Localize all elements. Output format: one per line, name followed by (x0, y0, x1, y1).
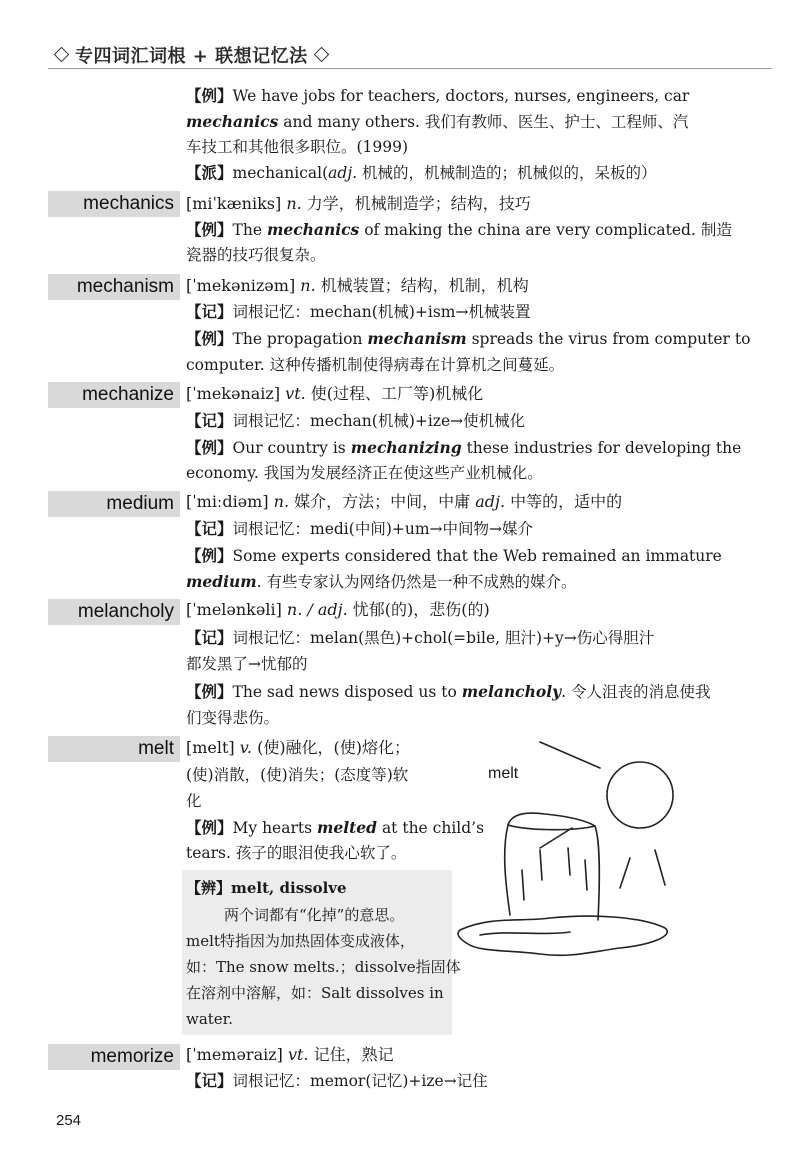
memory-line (186, 410, 525, 432)
example-line (186, 842, 406, 864)
keyword: medium (186, 572, 257, 591)
definition: 力学，机械制造学；结构，技巧 (301, 194, 531, 213)
distinction-text: water. (186, 1010, 233, 1028)
memory-tag: 【记】 (186, 1071, 233, 1090)
entry-headword-bar (48, 599, 180, 625)
ice-drip (522, 870, 524, 900)
example-text: at the child’s (377, 819, 485, 837)
headword: mechanize (82, 384, 174, 405)
entry-headword-bar (48, 274, 180, 300)
derivative-text: 机械的，机械制造的；机械似的，呆板的） (357, 164, 657, 182)
distinction-tag: 【辨】 (186, 879, 232, 897)
running-header (48, 38, 772, 69)
keyword: mechanics (266, 220, 360, 239)
example-line (186, 571, 577, 593)
definition: 记住，熟记 (308, 1045, 394, 1064)
header-title: 专四词汇词根 + 联想记忆法 (75, 46, 308, 67)
example-line (186, 85, 689, 107)
headword: melt (138, 738, 174, 759)
pos-label: adj. (475, 492, 506, 511)
memory-tag: 【记】 (186, 628, 233, 647)
sun-ray (655, 850, 665, 885)
pos-label: adj. (328, 164, 358, 182)
example-line (186, 328, 750, 350)
derivative-text: mechanical( (232, 164, 329, 182)
headword: melancholy (77, 601, 174, 622)
example-line (186, 219, 732, 241)
example-line (186, 136, 408, 158)
distinction-heading (186, 877, 347, 899)
memory-line (186, 653, 308, 675)
puddle-ripple (480, 932, 570, 935)
definition: (使)消散，(使)消失；(态度等)软 (186, 766, 409, 784)
definition-line (186, 737, 410, 759)
example-line (186, 354, 564, 376)
memory-text: 词根记忆：memor(记忆)+ize→记住 (232, 1072, 488, 1090)
definition: 忧郁(的)，悲伤(的) (347, 600, 490, 619)
phonetic: [melt] (186, 738, 235, 757)
phonetic: [ˈmiːdiəm] (186, 492, 269, 511)
example-tag: 【例】 (186, 818, 233, 837)
example-text: 车技工和其他很多职位。(1999) (186, 138, 409, 156)
memory-text: 都发黑了→忧郁的 (186, 655, 308, 673)
definition-line (186, 275, 529, 297)
sun-ray (620, 858, 630, 888)
headword: medium (106, 493, 174, 514)
definition: 机械装置；结构，机制，机构 (315, 276, 529, 295)
headword: mechanics (83, 193, 174, 214)
example-text: The sad news disposed us to (232, 683, 462, 701)
keyword: mechanics (186, 112, 279, 131)
distinction-text: melt特指因为加热固体变成液体， (186, 932, 415, 950)
definition-line (186, 1044, 394, 1066)
example-text: and many others. 我们有教师、医生、护士、工程师、汽 (278, 113, 689, 131)
example-text: . 有些专家认为网络仍然是一种不成熟的媒介。 (256, 573, 577, 591)
example-text: tears. 孩子的眼泪使我心软了。 (186, 844, 407, 862)
memory-text: 词根记忆：melan(黑色)+chol(=bile, 胆汁)+y→伤心得胆汁 (232, 629, 655, 647)
example-tag: 【例】 (186, 220, 233, 239)
example-text: . 令人沮丧的消息使我 (561, 683, 711, 701)
pos-label: n. (281, 194, 302, 213)
memory-tag: 【记】 (186, 411, 233, 430)
definition-line (186, 764, 408, 786)
example-line (186, 817, 484, 839)
pos-label: vt. (280, 384, 306, 403)
definition-line (186, 383, 483, 405)
example-tag: 【例】 (186, 438, 233, 457)
example-tag: 【例】 (186, 682, 233, 701)
example-line (186, 244, 326, 266)
distinction-text: 两个词都有“化掉”的意思。 (224, 906, 405, 924)
entry-headword-bar (48, 382, 180, 408)
entry-headword-bar (48, 191, 180, 217)
phonetic: [ˈmekənaiz] (186, 384, 281, 403)
example-tag: 【例】 (186, 86, 233, 105)
example-text: My hearts (232, 819, 317, 837)
phonetic: [ˈmeməraiz] (186, 1045, 283, 1064)
memory-tag: 【记】 (186, 302, 233, 321)
example-line (186, 462, 543, 484)
memory-line (186, 301, 530, 323)
example-line (186, 111, 688, 133)
keyword: mechanism (367, 329, 467, 348)
distinction-words: melt, dissolve (231, 879, 347, 897)
definition-line (186, 790, 202, 812)
diamond-icon (54, 47, 70, 63)
keyword: melancholy (461, 682, 562, 701)
keyword: melted (317, 818, 378, 837)
headword: memorize (90, 1046, 174, 1067)
definition-line (186, 491, 622, 513)
entry-headword-bar (48, 736, 180, 762)
phonetic: [ˈmelənkəli] (186, 600, 282, 619)
example-text: of making the china are very complicated. 制造 (359, 221, 732, 239)
derivative-tag: 【派】 (186, 163, 233, 182)
pos-label: n. (295, 276, 316, 295)
memory-line (186, 518, 533, 540)
sun-icon (607, 762, 673, 828)
ice-drip (585, 860, 587, 890)
distinction-text: 在溶剂中溶解，如：Salt dissolves in (186, 984, 444, 1002)
memory-tag: 【记】 (186, 519, 233, 538)
definition-line (186, 193, 531, 215)
entry-headword-bar (48, 1044, 180, 1070)
illustration-label: melt (488, 765, 519, 782)
example-text: Some experts considered that the Web remained an immature (232, 547, 722, 565)
pos-label: vt. (282, 1045, 309, 1064)
example-text: 瓷器的技巧很复杂。 (186, 246, 326, 264)
example-text: computer. 这种传播机制使得病毒在计算机之间蔓延。 (186, 356, 565, 374)
entry-headword-bar (48, 491, 180, 517)
keyword: mechanizing (350, 438, 462, 457)
example-text: We have jobs for teachers, doctors, nurses, engineers, car (232, 87, 690, 105)
distinction-text: 如：The snow melts.；dissolve指固体 (186, 958, 461, 976)
example-text: economy. 我国为发展经济正在使这些产业机械化。 (186, 464, 543, 482)
page-number: 254 (56, 1112, 82, 1129)
memory-line (186, 627, 654, 649)
pos-label: v. (234, 738, 252, 757)
headword: mechanism (76, 276, 174, 297)
example-text: The (232, 221, 267, 239)
example-tag: 【例】 (186, 329, 233, 348)
derivative-line (186, 162, 657, 184)
melting-ice-sun-illustration (450, 730, 690, 975)
example-text: The propagation (232, 330, 368, 348)
ice-top-edge (508, 825, 595, 830)
memory-text: 词根记忆：mechan(机械)+ism→机械装置 (232, 303, 531, 321)
definition: 使(过程、工厂等)机械化 (305, 384, 484, 403)
example-text: 们变得悲伤。 (186, 709, 280, 727)
example-text: these industries for developing the (461, 439, 742, 457)
example-line (186, 437, 741, 459)
sun-ray (540, 742, 600, 768)
header-title-wrap (48, 42, 335, 68)
example-text: Our country is (232, 439, 351, 457)
memory-text: 词根记忆：medi(中间)+um→中间物→媒介 (232, 520, 534, 538)
definition-line (186, 599, 490, 621)
phonetic: [ˈmekənizəm] (186, 276, 296, 295)
example-line (186, 545, 722, 567)
example-text: spreads the virus from computer to (466, 330, 751, 348)
memory-text: 词根记忆：mechan(机械)+ize→使机械化 (232, 412, 526, 430)
example-line (186, 681, 710, 703)
pos-label: n. (268, 492, 290, 511)
definition: 化 (186, 792, 202, 810)
pos-label: n. / adj. (281, 600, 348, 619)
definition: 中等的，适中的 (505, 492, 623, 511)
definition: 媒介，方法；中间，中庸 (289, 492, 476, 511)
distinction-box (182, 870, 461, 1035)
diamond-icon (313, 47, 329, 63)
phonetic: [miˈkæniks] (186, 194, 282, 213)
memory-line (186, 1070, 488, 1092)
sun-ray (540, 828, 572, 848)
example-line (186, 707, 279, 729)
ice-drip (568, 848, 570, 875)
puddle (458, 916, 667, 955)
definition: (使)融化，(使)熔化； (251, 738, 411, 757)
example-tag: 【例】 (186, 546, 233, 565)
ice-drip (540, 850, 542, 880)
